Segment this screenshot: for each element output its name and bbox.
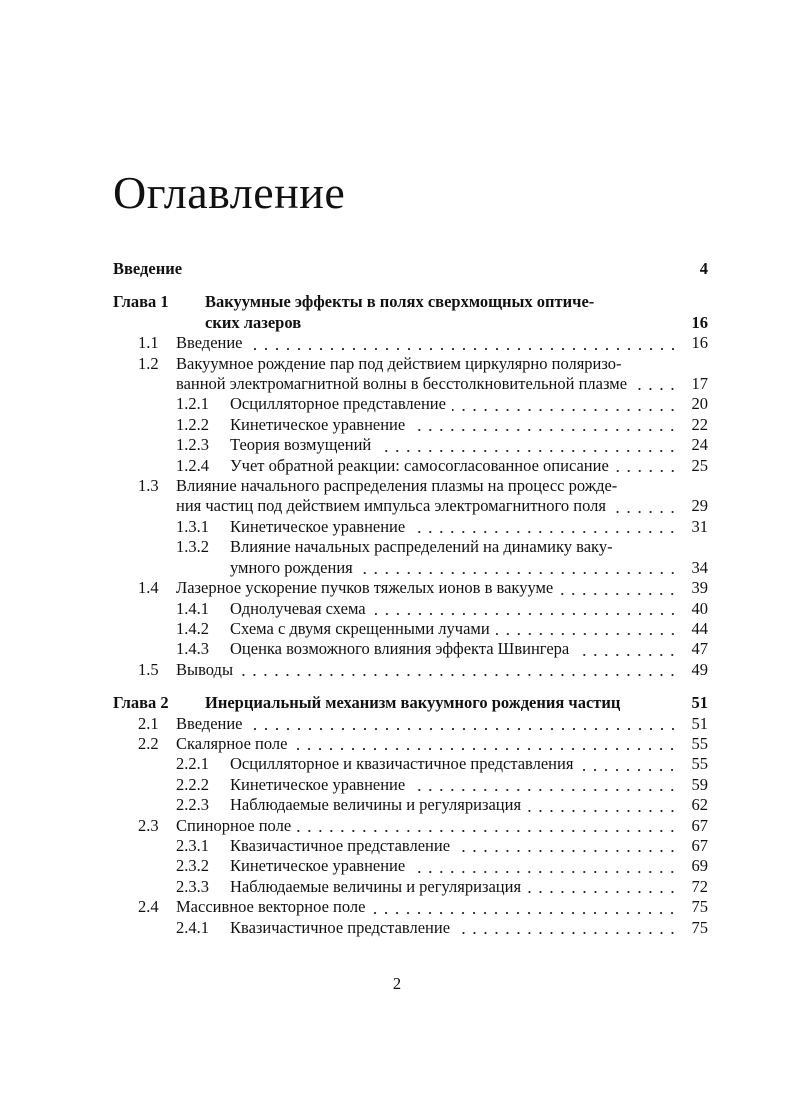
toc-entry-number: 2.4	[138, 897, 159, 917]
toc-entry-title: Массивное векторное поле	[176, 897, 366, 917]
toc-entry-page: 72	[691, 876, 708, 896]
dot-leader	[411, 415, 678, 435]
toc-entry-section[interactable]	[113, 333, 708, 353]
dot-leader	[371, 898, 678, 918]
toc-entry-number: 1.5	[138, 659, 159, 679]
toc-entry-title: Наблюдаемые величины и регуляризация	[230, 795, 522, 815]
toc-entry-section[interactable]	[113, 734, 708, 754]
toc-entry-title: Кинетическое уравнение	[230, 516, 406, 536]
toc-entry-title: Лазерное ускорение пучков тяжелых ионов в вакууме	[176, 578, 554, 598]
page-title: Оглавление	[113, 167, 346, 218]
toc-entry-page: 17	[691, 374, 708, 394]
toc-entry-title: ских лазеров	[205, 312, 302, 332]
toc-entry-number: 1.1	[138, 333, 159, 353]
toc-entry-subsection[interactable]	[113, 877, 708, 897]
dot-leader	[579, 755, 678, 775]
toc-entry-section[interactable]	[113, 816, 708, 836]
toc-entry-subsection[interactable]	[113, 836, 708, 856]
toc-entry-title: Квазичастичное представление	[230, 917, 451, 937]
toc-entry-number: 2.3	[138, 815, 159, 835]
dot-leader	[293, 734, 678, 754]
toc-entry-title: ванной электромагнитной волны в бесстолкновительной плазме	[176, 374, 628, 394]
toc-entry-section[interactable]	[113, 476, 708, 517]
toc-entry-page: 51	[691, 693, 708, 713]
dot-leader	[411, 775, 678, 795]
toc-entry-number: 2.3.3	[176, 876, 209, 896]
toc-entry-section[interactable]	[113, 714, 708, 734]
toc-entry-title: Квазичастичное представление	[230, 835, 451, 855]
toc-entry-page: 31	[691, 516, 708, 536]
toc-entry-title: Вакуумные эффекты в полях сверхмощных оптиче-	[205, 292, 595, 312]
dot-leader	[527, 877, 678, 897]
toc-entry-subsection[interactable]	[113, 639, 708, 659]
toc-entry-number: 2.2.3	[176, 795, 209, 815]
toc-entry-chapter[interactable]	[113, 292, 708, 333]
toc-entry-page: 20	[691, 394, 708, 414]
toc-entry-page: 67	[691, 815, 708, 835]
toc-entry-number: 2.3.2	[176, 856, 209, 876]
toc-entry-title: Схема с двумя скрещенными лучами	[230, 618, 490, 638]
toc-entry-subsection[interactable]	[113, 456, 708, 476]
dot-leader	[307, 313, 678, 333]
toc-entry-subsection[interactable]	[113, 537, 708, 578]
table-of-contents	[113, 259, 708, 938]
toc-entry-page: 59	[691, 774, 708, 794]
toc-entry-page: 4	[699, 259, 708, 278]
toc-entry-title: умного рождения	[230, 557, 353, 577]
toc-entry-title: Спинорное поле	[176, 815, 292, 835]
toc-entry-number: 1.4	[138, 578, 159, 598]
toc-entry-number: Глава 1	[113, 292, 169, 312]
dot-leader	[249, 334, 678, 354]
toc-entry-title: Осцилляторное и квазичастичное представления	[230, 754, 574, 774]
toc-entry-page: 49	[691, 659, 708, 679]
toc-entry-subsection[interactable]	[113, 394, 708, 414]
dot-leader	[411, 517, 678, 537]
dot-leader	[456, 836, 678, 856]
toc-entry-number: 2.2.2	[176, 774, 209, 794]
toc-entry-page: 67	[691, 835, 708, 855]
dot-leader	[239, 660, 678, 680]
toc-entry-subsection[interactable]	[113, 435, 708, 455]
toc-entry-page: 40	[691, 598, 708, 618]
toc-entry-number: 2.2	[138, 733, 159, 753]
toc-entry-number: 1.2.3	[176, 435, 209, 455]
dot-leader	[452, 395, 678, 415]
toc-entry-title: Скалярное поле	[176, 733, 288, 753]
toc-entry-number: 1.3.2	[176, 537, 209, 557]
toc-entry-chapter0[interactable]	[113, 259, 708, 279]
dot-leader	[575, 640, 678, 660]
toc-entry-number: 1.2.2	[176, 414, 209, 434]
dot-leader	[188, 259, 678, 279]
dot-leader	[377, 436, 678, 456]
toc-entry-title: Однолучевая схема	[230, 598, 366, 618]
dot-leader	[359, 558, 678, 578]
toc-entry-number: 1.2.1	[176, 394, 209, 414]
toc-entry-number: 1.3.1	[176, 516, 209, 536]
toc-entry-number: 1.2.4	[176, 455, 209, 475]
toc-entry-number: 2.1	[138, 713, 159, 733]
toc-entry-number: 1.4.1	[176, 598, 209, 618]
dot-leader	[615, 456, 678, 476]
toc-entry-title: ния частиц под действием импульса электромагнитного поля	[176, 496, 606, 516]
toc-entry-chapter[interactable]	[113, 693, 708, 713]
toc-entry-page: 47	[691, 639, 708, 659]
toc-entry-section[interactable]	[113, 578, 708, 598]
toc-entry-page: 62	[691, 795, 708, 815]
toc-entry-number: Глава 2	[113, 693, 169, 713]
toc-entry-page: 55	[691, 754, 708, 774]
toc-entry-section[interactable]	[113, 897, 708, 917]
toc-entry-page: 75	[691, 917, 708, 937]
toc-entry-subsection[interactable]	[113, 599, 708, 619]
toc-entry-subsection[interactable]	[113, 795, 708, 815]
toc-entry-title: Влияние начального распределения плазмы на процесс рожде-	[176, 476, 618, 496]
toc-entry-page: 51	[691, 713, 708, 733]
toc-entry-page: 16	[691, 333, 708, 353]
toc-entry-page: 44	[691, 618, 708, 638]
toc-entry-page: 22	[691, 414, 708, 434]
dot-leader	[626, 694, 678, 714]
toc-entry-subsection[interactable]	[113, 856, 708, 876]
toc-entry-title: Введение	[176, 713, 243, 733]
toc-entry-subsection[interactable]	[113, 619, 708, 639]
toc-entry-title: Вакуумное рождение пар под действием циркулярно поляризо-	[176, 353, 622, 373]
toc-entry-subsection[interactable]	[113, 415, 708, 435]
toc-entry-title: Выводы	[176, 659, 234, 679]
toc-entry-title: Влияние начальных распределений на динамику ваку-	[230, 537, 613, 557]
toc-entry-page: 34	[691, 557, 708, 577]
toc-entry-page: 24	[691, 435, 708, 455]
toc-entry-page: 39	[691, 578, 708, 598]
toc-entry-page: 25	[691, 455, 708, 475]
toc-entry-title: Кинетическое уравнение	[230, 774, 406, 794]
toc-entry-title: Кинетическое уравнение	[230, 414, 406, 434]
toc-entry-title: Введение	[176, 333, 243, 353]
toc-entry-title: Учет обратной реакции: самосогласованное описание	[230, 455, 609, 475]
dot-leader	[496, 619, 678, 639]
dot-leader	[297, 816, 678, 836]
dot-leader	[249, 714, 678, 734]
toc-entry-page: 16	[691, 312, 708, 332]
toc-entry-subsection[interactable]	[113, 918, 708, 938]
toc-entry-number: 2.3.1	[176, 835, 209, 855]
toc-entry-title: Теория возмущений	[230, 435, 372, 455]
dot-leader	[411, 857, 678, 877]
toc-entry-title: Кинетическое уравнение	[230, 856, 406, 876]
toc-entry-number: 2.4.1	[176, 917, 209, 937]
page-number: 2	[392, 974, 402, 993]
toc-entry-subsection[interactable]	[113, 517, 708, 537]
toc-entry-title: Оценка возможного влияния эффекта Швингера	[230, 639, 570, 659]
dot-leader	[612, 497, 678, 517]
toc-entry-section[interactable]	[113, 660, 708, 680]
toc-entry-title: Осцилляторное представление	[230, 394, 446, 414]
toc-entry-page: 75	[691, 897, 708, 917]
toc-entry-page: 55	[691, 733, 708, 753]
dot-leader	[372, 599, 678, 619]
toc-entry-number: 2.2.1	[176, 754, 209, 774]
toc-entry-number: 1.2	[138, 353, 159, 373]
dot-leader	[559, 579, 678, 599]
toc-entry-title: Введение	[113, 259, 183, 278]
toc-entry-page: 69	[691, 856, 708, 876]
toc-entry-section[interactable]	[113, 354, 708, 395]
toc-entry-subsection[interactable]	[113, 754, 708, 774]
toc-entry-number: 1.4.3	[176, 639, 209, 659]
dot-leader	[527, 796, 678, 816]
toc-entry-page: 29	[691, 496, 708, 516]
dot-leader	[456, 918, 678, 938]
toc-entry-number: 1.4.2	[176, 618, 209, 638]
toc-entry-number: 1.3	[138, 476, 159, 496]
toc-entry-title: Наблюдаемые величины и регуляризация	[230, 876, 522, 896]
toc-entry-subsection[interactable]	[113, 775, 708, 795]
toc-entry-title: Инерциальный механизм вакуумного рождения частиц	[205, 693, 621, 713]
dot-leader	[633, 374, 678, 394]
